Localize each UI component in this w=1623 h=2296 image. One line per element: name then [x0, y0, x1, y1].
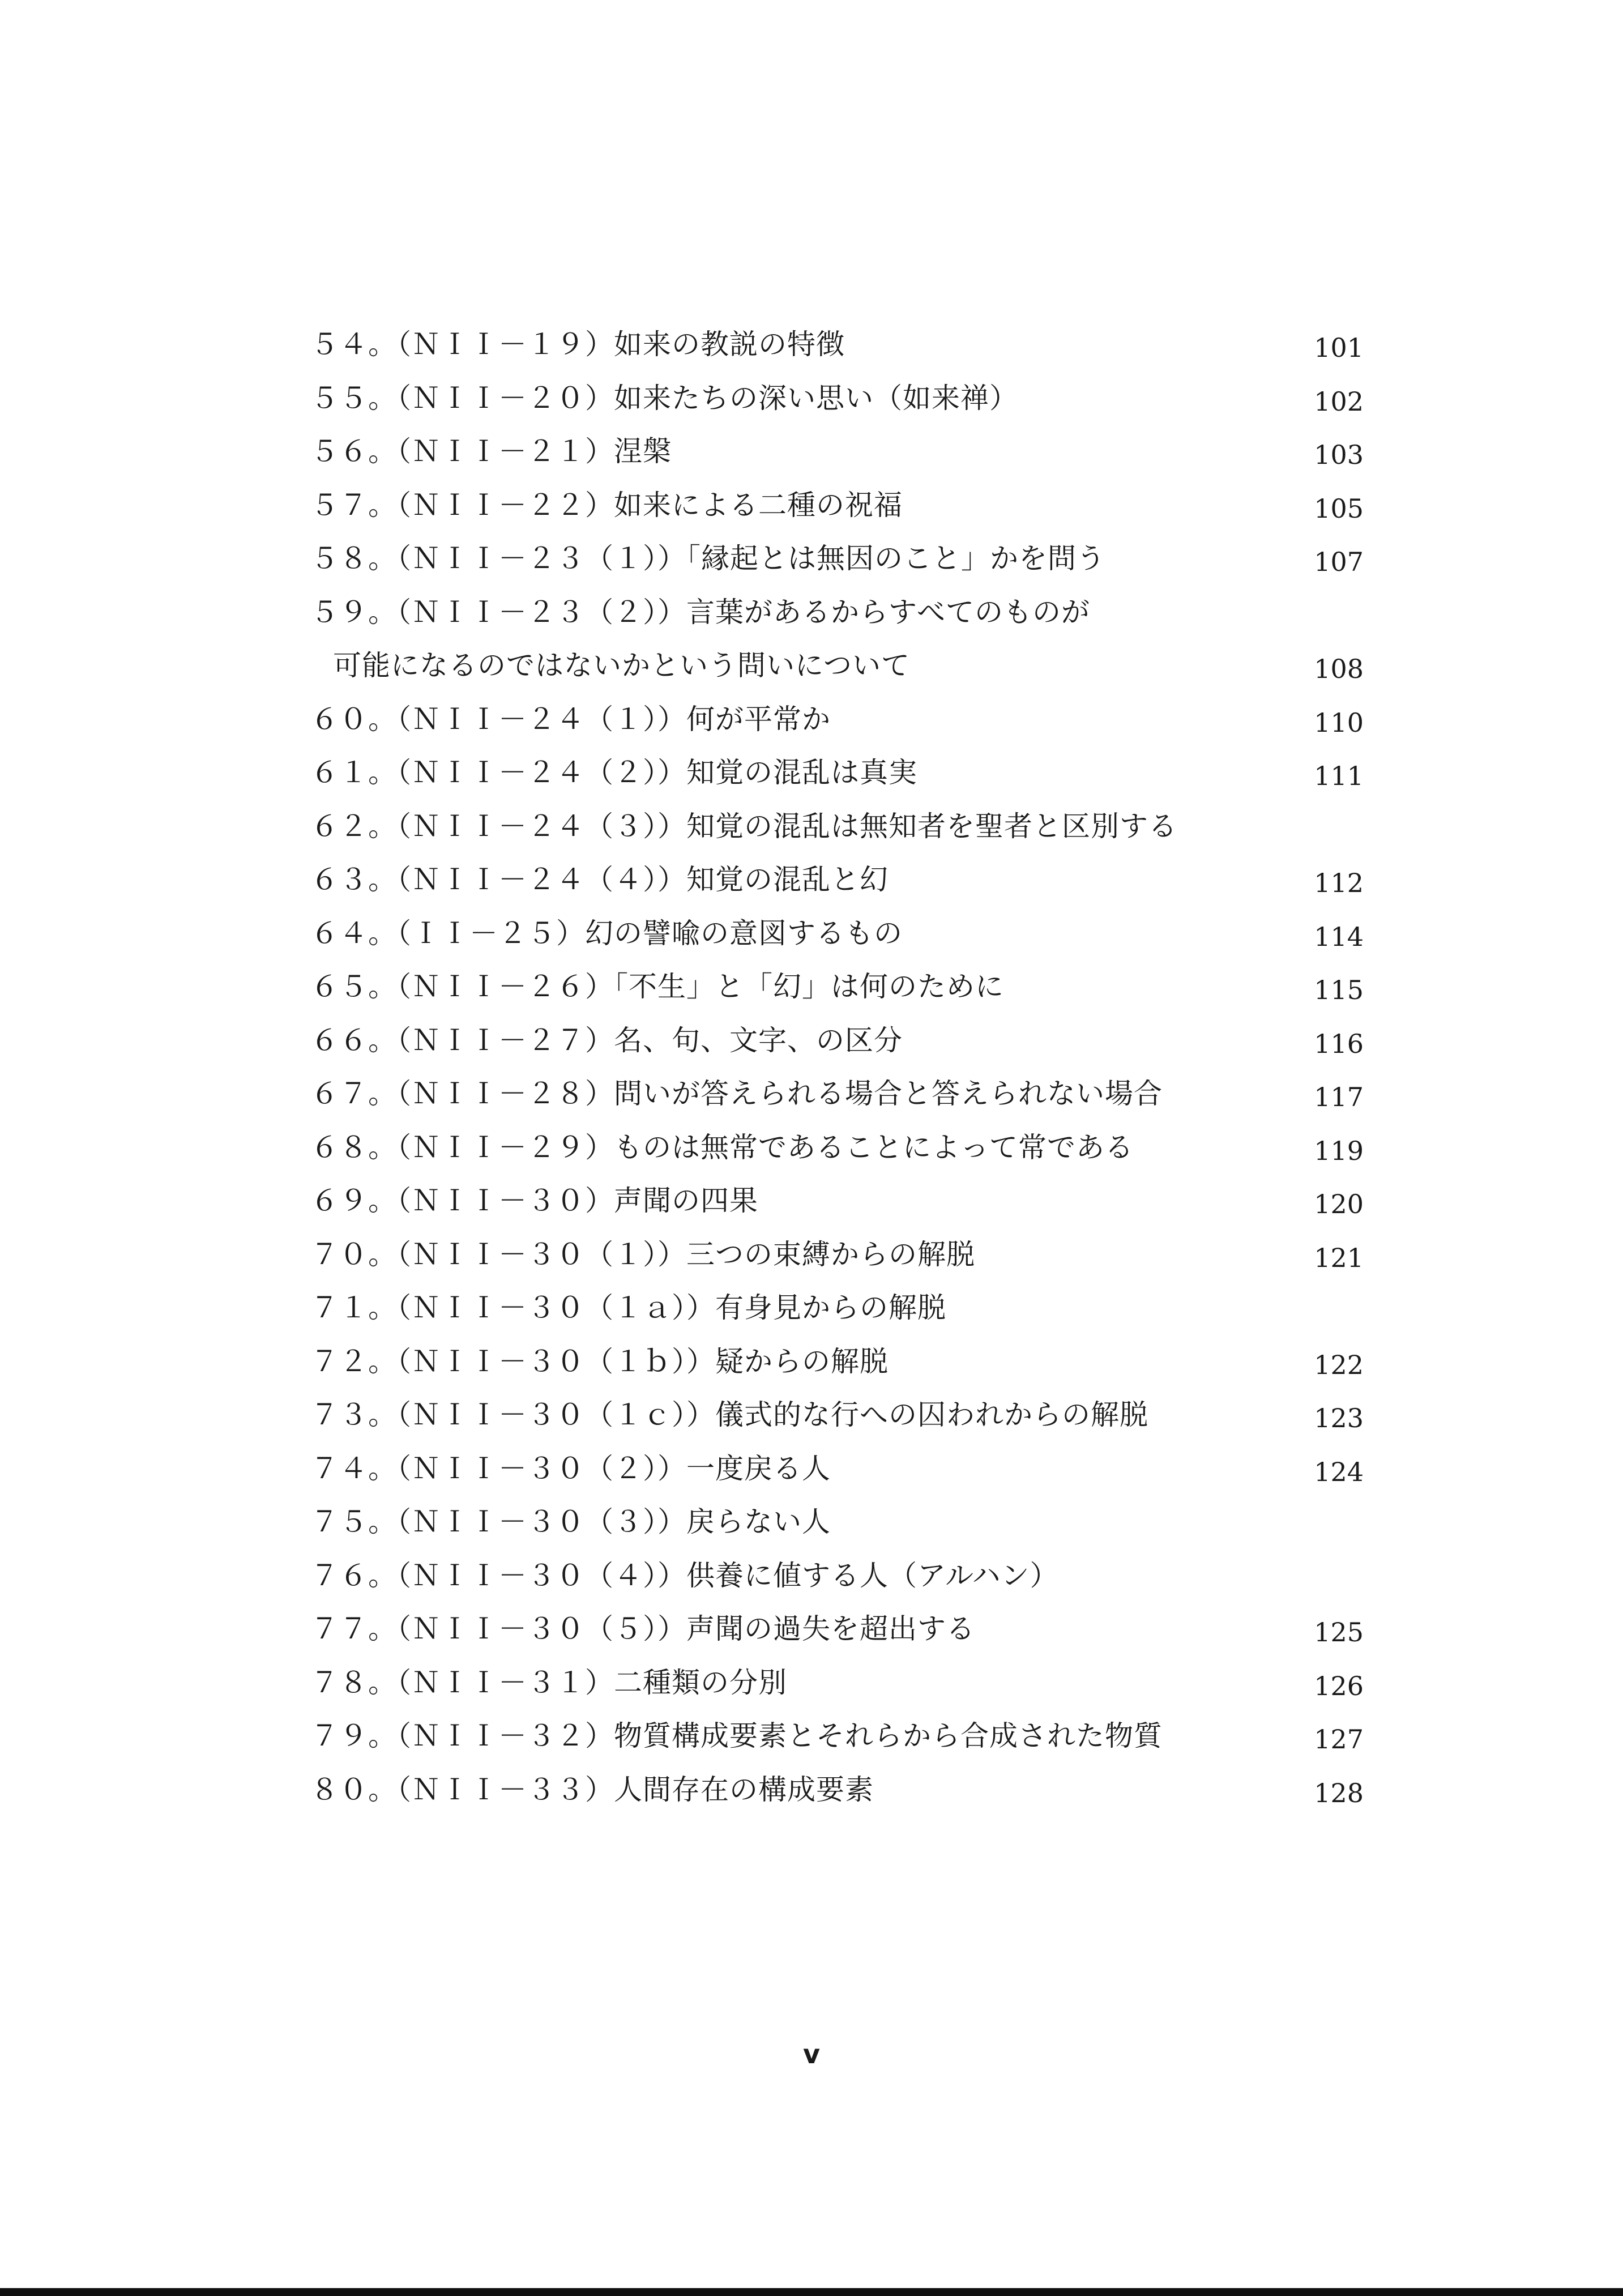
toc-entry-page: 124 [1314, 1456, 1364, 1487]
toc-entry-page: 123 [1314, 1403, 1364, 1433]
toc-entry [310, 591, 1364, 645]
toc-entry [310, 323, 1364, 377]
toc-entry [310, 377, 1364, 430]
toc-entry-title: ６１。（ＮＩＩ－２４（２））知覚の混乱は真実 [310, 756, 917, 789]
toc-entry-page: 127 [1314, 1724, 1364, 1755]
toc-entry [310, 1393, 1364, 1447]
toc-entry-page: 110 [1314, 707, 1364, 738]
toc-entry [310, 1286, 1364, 1340]
toc-entry [310, 912, 1364, 966]
toc-entry-title: ５６。（ＮＩＩ－２１）涅槃 [310, 435, 672, 468]
toc-entry-title: ７８。（ＮＩＩ－３１）二種類の分別 [310, 1666, 787, 1699]
toc-entry-title: ５７。（ＮＩＩ－２２）如来による二種の祝福 [310, 488, 903, 522]
toc-entry-title: ６４。（ＩＩ－２５）幻の譬喩の意図するもの [310, 916, 903, 950]
toc-entry-page: 122 [1314, 1349, 1364, 1380]
toc-entry-title: ７２。（ＮＩＩ－３０（１ｂ））疑からの解脱 [310, 1345, 889, 1378]
toc-entry-title: ７３。（ＮＩＩ－３０（１ｃ））儀式的な行への囚われからの解脱 [310, 1398, 1148, 1431]
toc-entry-title: ５９。（ＮＩＩ－２３（２））言葉があるからすべてのものが [310, 595, 1090, 629]
toc-entry [310, 537, 1364, 591]
toc-entry-page: 103 [1314, 439, 1364, 470]
toc-entry-title: ７０。（ＮＩＩ－３０（１））三つの束縛からの解脱 [310, 1237, 975, 1271]
toc-entry-page: 120 [1314, 1189, 1364, 1219]
toc-entry-title: ７５。（ＮＩＩ－３０（３））戻らない人 [310, 1505, 831, 1538]
toc-entry [310, 1019, 1364, 1073]
toc-entry-title: ６５。（ＮＩＩ－２６）「不生」と「幻」は何のために [310, 970, 1004, 1003]
toc-entry [310, 1340, 1364, 1394]
toc-entry-title: ７１。（ＮＩＩ－３０（１ａ））有身見からの解脱 [310, 1291, 946, 1324]
toc-entry [310, 1714, 1364, 1768]
toc-entry-page: 111 [1314, 761, 1364, 791]
toc-entry-page: 107 [1314, 547, 1364, 577]
toc-entry [310, 484, 1364, 537]
toc-entry-title: ６３。（ＮＩＩ－２４（４））知覚の混乱と幻 [310, 863, 889, 896]
toc-entry-page: 108 [1314, 654, 1364, 684]
toc-entry-title: ６０。（ＮＩＩ－２４（１））何が平常か [310, 702, 831, 736]
toc-entry-page: 114 [1314, 921, 1364, 952]
toc-entry-page: 126 [1314, 1670, 1364, 1701]
toc-entry [310, 1233, 1364, 1287]
toc-entry-page: 121 [1314, 1242, 1364, 1273]
toc-entry [310, 1661, 1364, 1715]
toc-entry-title: ７４。（ＮＩＩ－３０（２））一度戻る人 [310, 1452, 831, 1485]
toc-entry-page: 119 [1314, 1135, 1364, 1166]
toc-entry [310, 430, 1364, 484]
toc-entry [310, 805, 1364, 859]
toc-entry-page: 125 [1314, 1617, 1364, 1648]
toc-entry-title: ６６。（ＮＩＩ－２７）名、句、文字、の区分 [310, 1023, 903, 1057]
toc-entry [310, 965, 1364, 1019]
toc-entry [310, 858, 1364, 912]
toc-entry-continuation [310, 644, 1364, 698]
toc-entry [310, 1072, 1364, 1126]
toc-entry-title: ６９。（ＮＩＩ－３０）声聞の四果 [310, 1184, 758, 1217]
toc-entry-title: ５５。（ＮＩＩ－２０）如来たちの深い思い（如来禅） [310, 381, 1018, 415]
toc-entry-title: ７９。（ＮＩＩ－３２）物質構成要素とそれらから合成された物質 [310, 1719, 1163, 1752]
toc-entry-page: 112 [1314, 868, 1364, 898]
toc-entry-page: 101 [1314, 332, 1364, 363]
toc-entry [310, 698, 1364, 752]
toc-entry-title: ５８。（ＮＩＩ－２３（１））「縁起とは無因のこと」かを問う [310, 542, 1105, 575]
scan-border [0, 2288, 1623, 2296]
toc-entry [310, 1768, 1364, 1822]
toc-entry [310, 1179, 1364, 1233]
toc-entry-title: ８０。（ＮＩＩ－３３）人間存在の構成要素 [310, 1773, 874, 1806]
toc-entry-page: 116 [1314, 1028, 1364, 1059]
toc-entry-title: ６７。（ＮＩＩ－２８）問いが答えられる場合と答えられない場合 [310, 1077, 1163, 1110]
toc-entry-page: 128 [1314, 1777, 1364, 1808]
table-of-contents [310, 323, 1364, 1821]
toc-entry-title: ６８。（ＮＩＩ－２９）ものは無常であることによって常である [310, 1130, 1134, 1164]
toc-entry-title: 可能になるのではないかという問いについて [333, 649, 910, 682]
toc-entry [310, 1500, 1364, 1554]
toc-entry-page: 117 [1314, 1082, 1364, 1112]
toc-entry [310, 1447, 1364, 1501]
toc-entry [310, 1554, 1364, 1608]
toc-entry-title: ７６。（ＮＩＩ－３０（４））供養に値する人（アルハン） [310, 1559, 1059, 1592]
toc-entry [310, 1607, 1364, 1661]
toc-entry [310, 1126, 1364, 1180]
toc-entry-page: 105 [1314, 493, 1364, 524]
toc-entry-title: ５４。（ＮＩＩ－１９）如来の教説の特徴 [310, 328, 845, 361]
toc-entry-page: 102 [1314, 386, 1364, 417]
toc-entry-title: ６２。（ＮＩＩ－２４（３））知覚の混乱は無知者を聖者と区別する [310, 809, 1177, 843]
toc-entry-title: ７７。（ＮＩＩ－３０（５））声聞の過失を超出する [310, 1612, 975, 1645]
toc-entry [310, 751, 1364, 805]
page-number: v [803, 2039, 820, 2069]
toc-entry-page: 115 [1314, 975, 1364, 1005]
